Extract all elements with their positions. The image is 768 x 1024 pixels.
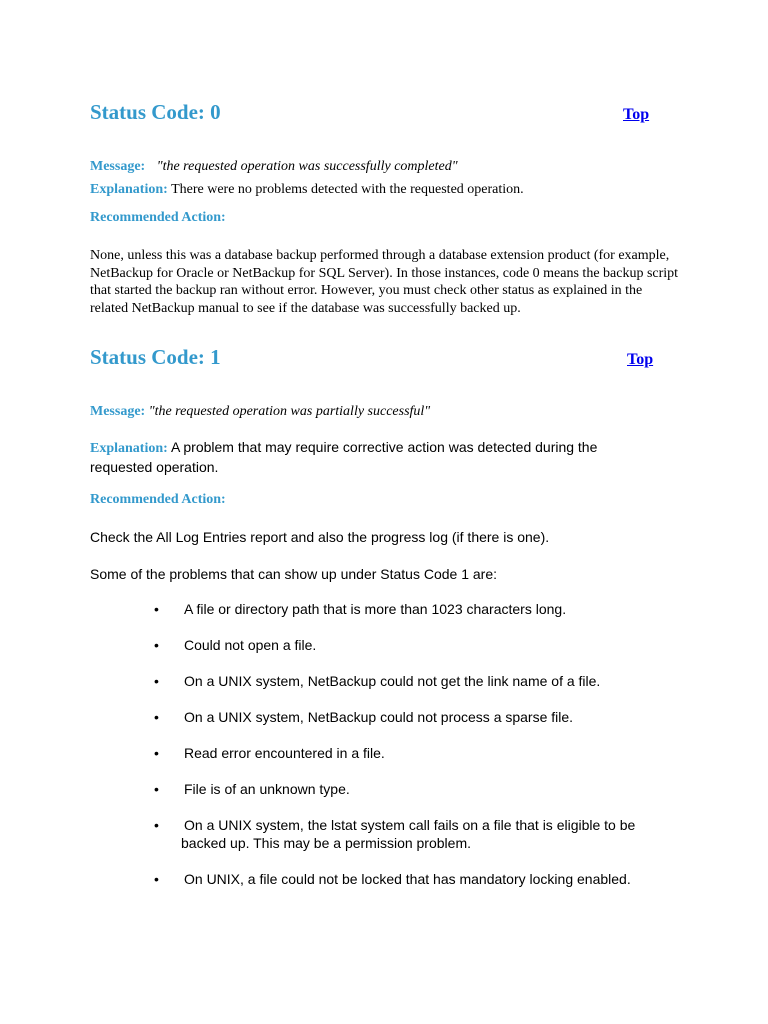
section-1-message bbox=[90, 403, 690, 421]
bullet-icon: • bbox=[154, 709, 159, 725]
section-0-top-link[interactable]: Top bbox=[623, 106, 650, 123]
list-item bbox=[154, 744, 684, 762]
list-item-text: On a UNIX system, NetBackup could not get the link name of a file. bbox=[184, 673, 601, 689]
list-item-text: On UNIX, a file could not be locked that has mandatory locking enabled. bbox=[184, 871, 631, 887]
list-item-text: Could not open a file. bbox=[184, 637, 317, 653]
section-1-recommended-text: Check the All Log Entries report and also the progress log (if there is one). bbox=[90, 529, 550, 545]
bullet-icon: • bbox=[154, 601, 159, 617]
section-1-problems-intro: Some of the problems that can show up under Status Code 1 are: bbox=[90, 566, 498, 582]
section-0-explanation-text: There were no problems detected with the requested operation. bbox=[171, 182, 524, 197]
section-1-message-label: Message: bbox=[90, 404, 146, 419]
section-1-recommended-label: Recommended Action: bbox=[90, 492, 226, 507]
bullet-icon: • bbox=[154, 871, 159, 887]
bullet-icon: • bbox=[154, 817, 159, 833]
section-1-message-text: "the requested operation was partially successful" bbox=[148, 404, 431, 419]
list-item-text: A file or directory path that is more than 1023 characters long. bbox=[184, 601, 567, 617]
list-item-text: On a UNIX system, NetBackup could not process a sparse file. bbox=[184, 709, 574, 725]
section-1-explanation-text: A problem that may require corrective action was detected during the requested operation. bbox=[90, 439, 598, 475]
list-item bbox=[154, 870, 684, 888]
section-1-top-link[interactable]: Top bbox=[627, 351, 654, 368]
section-0-heading: Status Code: 0 bbox=[90, 100, 221, 124]
bullet-icon: • bbox=[154, 781, 159, 797]
section-0-message-text: "the requested operation was successfully completed" bbox=[156, 159, 458, 174]
bullet-icon: • bbox=[154, 745, 159, 761]
list-item bbox=[154, 600, 684, 618]
section-1-explanation bbox=[90, 438, 650, 476]
list-item-text: On a UNIX system, the lstat system call fails on a file that is eligible to be backed up. This may be a permission problem. bbox=[181, 817, 636, 851]
section-0-recommended-label: Recommended Action: bbox=[90, 210, 226, 225]
bullet-icon: • bbox=[154, 673, 159, 689]
list-item bbox=[154, 672, 684, 690]
section-1-heading: Status Code: 1 bbox=[90, 345, 221, 369]
section-0-message-label: Message: bbox=[90, 159, 146, 174]
list-item-text: File is of an unknown type. bbox=[184, 781, 350, 797]
bullet-icon: • bbox=[154, 637, 159, 653]
section-0-explanation-label: Explanation: bbox=[90, 182, 168, 197]
section-0-recommended-text: None, unless this was a database backup performed through a database extension product (for example, NetBackup for Oracle or NetBackup for SQL Server). In those instances, code 0 means the backup script that started the backup ran without error. However, you must check other status as explained in the related NetBackup manual to see if the database was successfully backed up. bbox=[90, 248, 679, 316]
list-item bbox=[154, 780, 684, 798]
list-item bbox=[154, 816, 684, 852]
list-item-text: Read error encountered in a file. bbox=[184, 745, 385, 761]
section-0-explanation bbox=[90, 181, 690, 199]
section-0-message bbox=[90, 158, 690, 176]
list-item bbox=[154, 708, 684, 726]
list-item bbox=[154, 636, 684, 654]
section-1-explanation-label: Explanation: bbox=[90, 441, 168, 456]
